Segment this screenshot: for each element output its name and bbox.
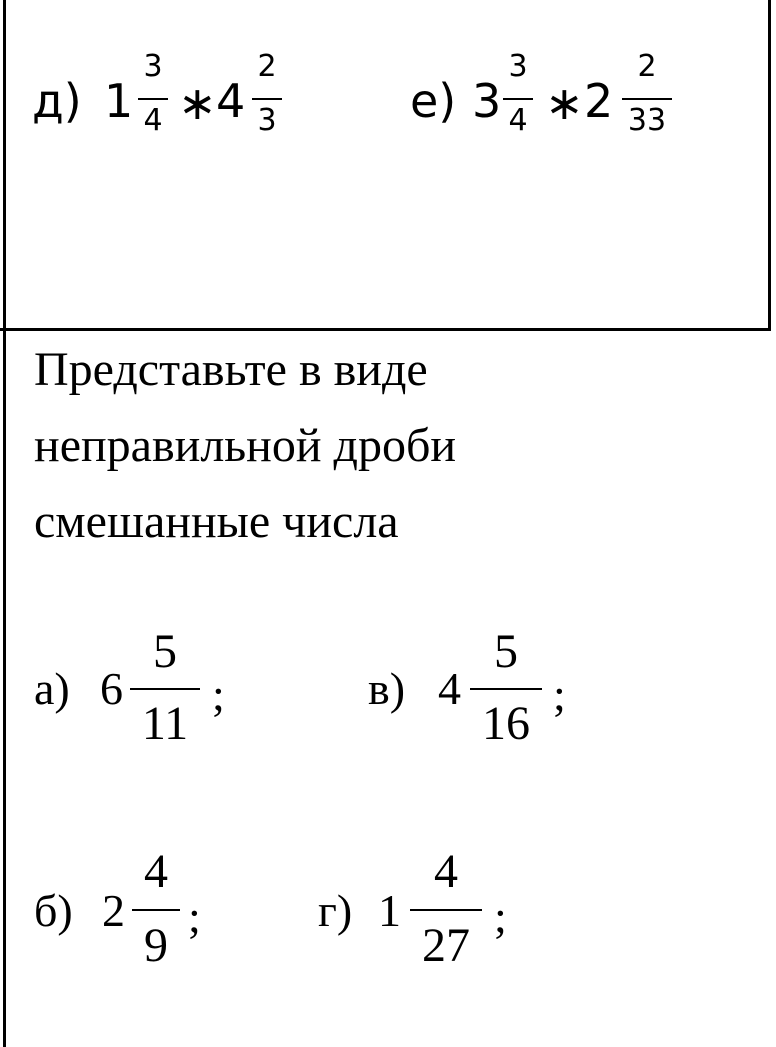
- d-whole-1: 1: [104, 74, 134, 128]
- label-b: б): [34, 885, 73, 936]
- a-numerator: 5: [153, 625, 177, 678]
- e-operator: ∗: [545, 76, 584, 130]
- b-separator: ;: [188, 891, 201, 942]
- v-fraction: [470, 625, 542, 758]
- fraction-bar: [138, 98, 168, 100]
- e-fraction-1: [503, 49, 533, 148]
- g-fraction: [410, 845, 482, 978]
- table-right-border: [768, 0, 771, 330]
- d-operator: ∗: [178, 76, 217, 130]
- e-denominator-1: 4: [508, 103, 528, 138]
- a-fraction: [130, 625, 200, 758]
- v-whole: 4: [438, 663, 461, 714]
- task-line-3: смешанные числа: [34, 495, 399, 548]
- e-numerator-2: 2: [637, 49, 657, 84]
- a-denominator: 11: [141, 697, 189, 750]
- label-g: г): [318, 885, 353, 936]
- a-whole: 6: [100, 663, 123, 714]
- label-e: е): [410, 74, 457, 128]
- b-numerator: 4: [144, 845, 168, 898]
- fraction-bar: [410, 909, 482, 911]
- a-separator: ;: [212, 669, 225, 720]
- label-v: в): [368, 663, 406, 714]
- table-row-divider: [0, 328, 771, 331]
- d-fraction-2: [252, 49, 282, 148]
- d-numerator-1: 3: [143, 49, 163, 84]
- fraction-bar: [132, 909, 180, 911]
- e-denominator-2: 33: [627, 103, 667, 138]
- task-line-2: неправильной дроби: [34, 419, 457, 472]
- v-denominator: 16: [482, 697, 530, 750]
- g-whole: 1: [378, 885, 401, 936]
- d-denominator-1: 4: [143, 103, 163, 138]
- v-separator: ;: [553, 669, 566, 720]
- v-numerator: 5: [494, 625, 518, 678]
- b-whole: 2: [102, 885, 125, 936]
- d-fraction-1: [138, 49, 168, 148]
- fraction-bar: [130, 688, 200, 690]
- table-left-border: [3, 0, 6, 1047]
- fraction-bar: [622, 98, 672, 100]
- fraction-bar: [503, 98, 533, 100]
- label-d: д): [32, 74, 82, 128]
- e-numerator-1: 3: [508, 49, 528, 84]
- g-separator: ;: [494, 891, 507, 942]
- e-fraction-2: [622, 49, 672, 148]
- fraction-bar: [252, 98, 282, 100]
- b-denominator: 9: [144, 919, 168, 972]
- g-numerator: 4: [434, 845, 458, 898]
- label-a: а): [34, 663, 70, 714]
- fraction-bar: [470, 688, 542, 690]
- task-line-1: Представьте в виде: [34, 343, 428, 396]
- e-whole-2: 2: [584, 74, 614, 128]
- d-numerator-2: 2: [257, 49, 277, 84]
- d-denominator-2: 3: [257, 103, 277, 138]
- e-whole-1: 3: [472, 74, 502, 128]
- g-denominator: 27: [422, 919, 470, 972]
- d-whole-2: 4: [216, 74, 246, 128]
- b-fraction: [132, 845, 180, 978]
